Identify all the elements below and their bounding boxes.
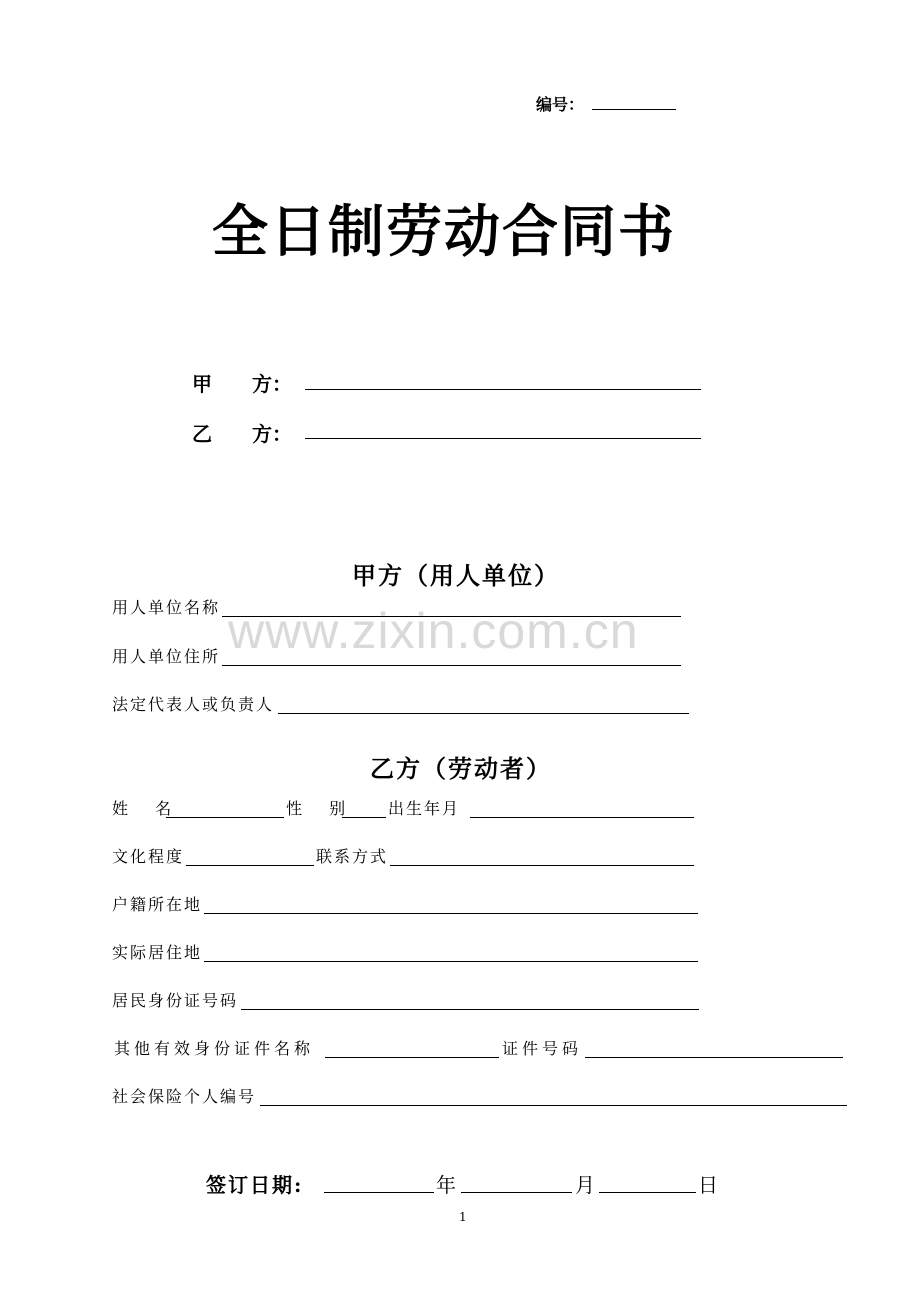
contract-number-label: 编号： xyxy=(536,95,585,114)
education-field[interactable] xyxy=(186,865,314,866)
document-title: 全日制劳动合同书 xyxy=(212,199,676,265)
month-label: 月 xyxy=(575,1173,595,1197)
id-number-label: 居民身份证号码 xyxy=(112,991,239,1010)
social-security-field[interactable] xyxy=(260,1105,847,1106)
employer-heading: 甲方（用人单位） xyxy=(352,561,560,590)
party-a-label: 甲 方： xyxy=(192,372,292,396)
id-number-field[interactable] xyxy=(241,1009,699,1010)
watermark: www.zixin.com.cn xyxy=(228,603,639,659)
party-a-field[interactable] xyxy=(305,389,701,390)
signing-month-field[interactable] xyxy=(461,1192,572,1193)
contact-label: 联系方式 xyxy=(316,847,389,866)
other-id-number-label: 证件号码 xyxy=(502,1039,583,1058)
residence-field[interactable] xyxy=(204,961,698,962)
signing-day-field[interactable] xyxy=(599,1192,696,1193)
signing-date-label: 签订日期: xyxy=(206,1173,304,1197)
employee-heading: 乙方（劳动者） xyxy=(370,754,552,783)
household-field[interactable] xyxy=(204,913,698,914)
residence-label: 实际居住地 xyxy=(112,943,203,962)
legal-rep-label: 法定代表人或负责人 xyxy=(112,695,275,714)
legal-rep-field[interactable] xyxy=(278,713,689,714)
page-number: 1 xyxy=(459,1210,467,1224)
employer-address-field[interactable] xyxy=(222,665,681,666)
party-b-field[interactable] xyxy=(305,438,701,439)
employee-name-label: 姓 名 xyxy=(112,799,174,818)
social-security-label: 社会保险个人编号 xyxy=(112,1087,257,1106)
other-id-name-label: 其他有效身份证件名称 xyxy=(114,1039,315,1058)
signing-year-field[interactable] xyxy=(324,1192,434,1193)
contact-field[interactable] xyxy=(390,865,694,866)
employer-address-label: 用人单位住所 xyxy=(112,647,221,666)
gender-label: 性 别 xyxy=(286,799,348,818)
party-b-label: 乙 方： xyxy=(192,422,292,446)
employer-name-label: 用人单位名称 xyxy=(112,598,221,617)
household-label: 户籍所在地 xyxy=(112,895,203,914)
day-label: 日 xyxy=(698,1173,718,1197)
other-id-number-field[interactable] xyxy=(585,1057,843,1058)
birth-label: 出生年月 xyxy=(388,799,461,818)
gender-field[interactable] xyxy=(342,817,386,818)
birth-field[interactable] xyxy=(470,817,694,818)
other-id-name-field[interactable] xyxy=(325,1057,499,1058)
education-label: 文化程度 xyxy=(112,847,185,866)
year-label: 年 xyxy=(436,1173,456,1197)
contract-number-field[interactable] xyxy=(592,109,676,110)
employee-name-field[interactable] xyxy=(166,817,284,818)
